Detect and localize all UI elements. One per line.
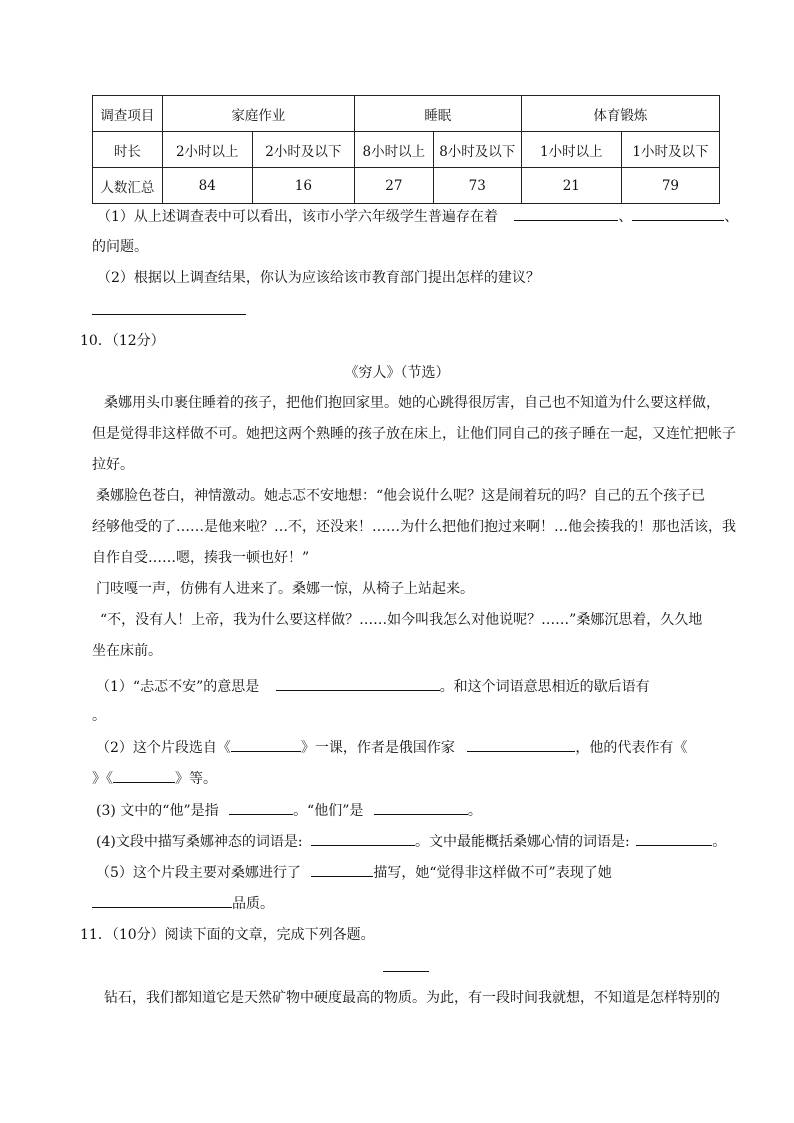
separator: 、	[618, 209, 633, 225]
answer-blank[interactable]	[311, 831, 415, 846]
survey-table	[92, 95, 720, 204]
q11-heading: 11．（10分）阅读下面的文章，完成下列各题。	[80, 927, 375, 943]
answer-blank[interactable]	[374, 800, 468, 815]
table-cell: 睡眠	[354, 96, 521, 132]
q10-sub3-text2: 。“他们”是	[293, 803, 364, 819]
q10-heading: 10．（12分）	[80, 333, 165, 349]
q9-sub1-cont: 的问题。	[92, 239, 148, 255]
q10-sub2-cont	[92, 768, 217, 789]
answer-blank[interactable]	[229, 800, 293, 815]
passage-line: 门吱嘎一声，仿佛有人进来了。桑娜一惊，从椅子上站起来。	[96, 581, 474, 597]
q10-sub1-end: 。	[92, 708, 106, 724]
table-cell: 16	[252, 168, 354, 204]
q10-sub3-text: (3) 文中的“他”是指	[96, 803, 219, 819]
table-cell: 人数汇总	[93, 168, 163, 204]
table-cell: 84	[162, 168, 252, 204]
q10-sub4-text2: 。文中最能概括桑娜心情的词语是:	[415, 834, 630, 850]
q10-sub5-text3: 品质。	[232, 896, 274, 912]
answer-blank[interactable]	[113, 768, 175, 783]
q10-sub5	[96, 862, 612, 883]
separator: 、	[724, 209, 739, 225]
table-cell: 2小时及以下	[252, 132, 354, 168]
q10-sub2-text4: 》《	[92, 771, 113, 787]
q10-sub2-text5: 》等。	[175, 771, 217, 787]
passage-line: 桑娜脸色苍白，神情激动。她忐忑不安地想：“他会说什么呢？这是闹着玩的吗？自己的五个孩子已	[96, 488, 706, 504]
q9-sub1-text: （1）从上述调查表中可以看出，该市小学六年级学生普遍存在着	[97, 209, 498, 225]
q10-sub2-text: （2）这个片段选自《	[96, 740, 231, 756]
answer-blank[interactable]	[467, 737, 575, 752]
q10-sub1-text: （1）“忐忑不安”的意思是	[96, 679, 260, 695]
table-cell: 家庭作业	[162, 96, 354, 132]
table-cell: 调查项目	[93, 96, 163, 132]
q9-sub2: （2）根据以上调查结果，你认为应该给该市教育部门提出怎样的建议？	[97, 270, 540, 286]
table-cell: 体育锻炼	[521, 96, 719, 132]
q10-sub2-text2: 》一课，作者是俄国作家	[300, 740, 455, 756]
answer-blank[interactable]	[636, 831, 712, 846]
table-cell: 27	[354, 168, 433, 204]
q10-sub5-text2: 描写，她“觉得非这样做不可”表现了她	[373, 865, 612, 881]
passage-line: 但是觉得非这样做不可。她把这两个熟睡的孩子放在床上，让他们同自己的孩子睡在一起，又连忙把帐子	[92, 426, 736, 442]
answer-blank[interactable]	[311, 862, 373, 877]
q9-sub1	[97, 206, 738, 227]
q10-sub5-cont	[92, 893, 274, 914]
table-cell: 73	[433, 168, 521, 204]
title-blank[interactable]	[383, 971, 429, 972]
table-row	[93, 132, 720, 168]
answer-blank[interactable]	[92, 893, 232, 908]
passage-line: “不，没有人！上帝，我为什么要这样做？……如今叫我怎么对他说呢？……”桑娜沉思着，久久地	[100, 612, 703, 628]
passage-line: 经够他受的了……是他来啦？…不，还没来！……为什么把他们抱过来啊！…他会揍我的！那也活该，我	[92, 519, 736, 535]
q10-sub2	[96, 737, 687, 758]
q10-sub5-text: （5）这个片段主要对桑娜进行了	[96, 865, 301, 881]
answer-blank[interactable]	[514, 206, 618, 221]
q10-sub4-text3: 。	[712, 834, 727, 850]
q10-sub4-text: (4)文段中描写桑娜神态的词语是:	[96, 834, 303, 850]
q10-sub1-text2: 。和这个词语意思相近的歇后语有	[439, 679, 650, 695]
passage-line: 自作自受……嗯，揍我一顿也好！”	[92, 550, 310, 566]
answer-blank[interactable]	[231, 737, 301, 752]
table-row	[93, 168, 720, 204]
table-cell: 8小时以上	[354, 132, 433, 168]
passage-line: 坐在床前。	[92, 643, 162, 659]
q10-sub3	[96, 800, 482, 821]
table-cell: 79	[621, 168, 719, 204]
table-cell: 8小时及以下	[433, 132, 521, 168]
q10-sub3-text3: 。	[467, 803, 482, 819]
table-cell: 21	[521, 168, 621, 204]
table-cell: 时长	[93, 132, 163, 168]
q10-sub4	[96, 831, 726, 852]
passage-title: 《穷人》（节选）	[344, 365, 450, 381]
answer-blank[interactable]	[92, 300, 246, 315]
q10-sub2-text3: ，他的代表作有《	[575, 740, 688, 756]
table-row	[93, 96, 720, 132]
table-cell: 1小时以上	[521, 132, 621, 168]
passage-line: 拉好。	[92, 457, 134, 473]
answer-blank[interactable]	[276, 676, 440, 691]
answer-blank[interactable]	[632, 206, 724, 221]
passage-line: 桑娜用头巾裹住睡着的孩子，把他们抱回家里。她的心跳得很厉害，自己也不知道为什么要这样做，	[104, 395, 720, 411]
table-cell: 2小时以上	[162, 132, 252, 168]
passage-line: 钻石，我们都知道它是天然矿物中硬度最高的物质。为此，有一段时间我就想，不知道是怎样特别的	[104, 990, 720, 1006]
q10-sub1	[96, 676, 650, 697]
q9-sub2-answer	[92, 300, 246, 321]
table-cell: 1小时及以下	[621, 132, 719, 168]
